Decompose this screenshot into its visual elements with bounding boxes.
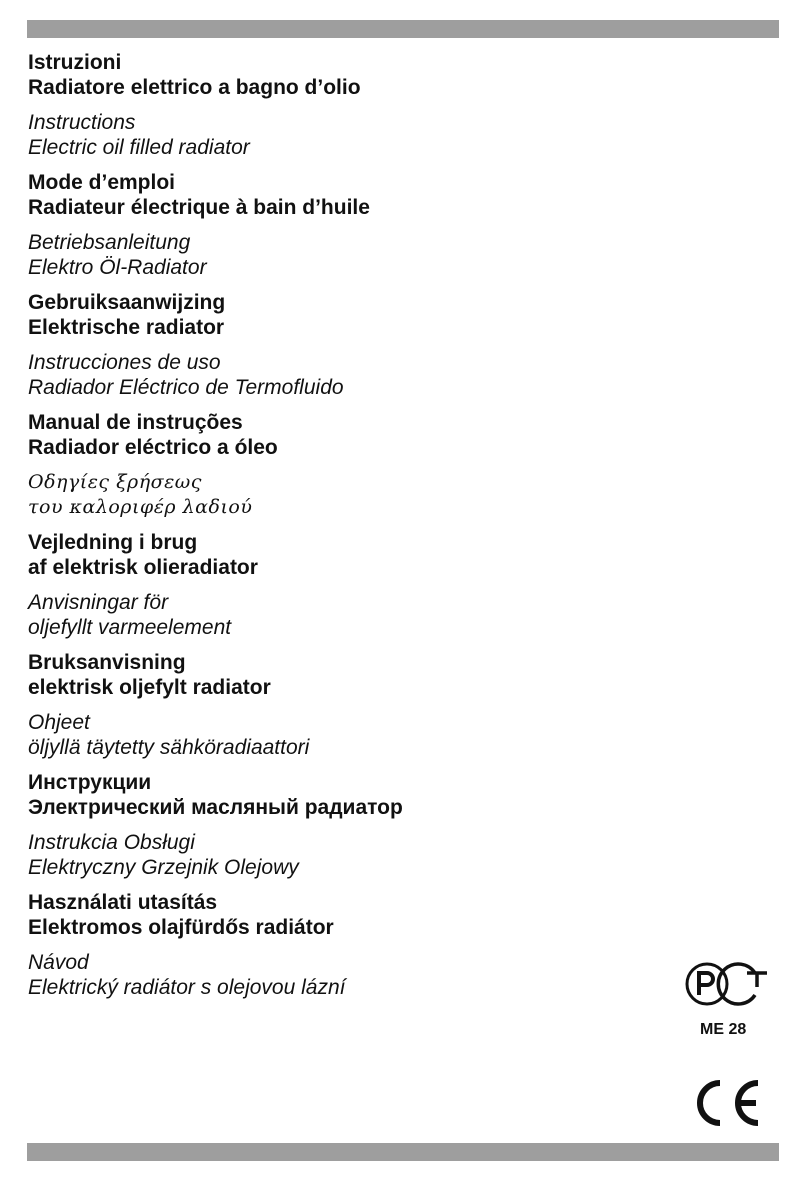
title-heading: Instructions [28, 111, 136, 134]
title-block [28, 410, 648, 460]
title-block [28, 50, 648, 100]
title-block [28, 590, 648, 640]
title-subheading: του καλοριφέρ λαδιού [28, 496, 253, 518]
title-heading: Ohjeet [28, 711, 90, 734]
pct-code-label: ME 28 [700, 1021, 747, 1038]
title-subheading: Radiador Eléctrico de Termofluido [28, 376, 344, 399]
title-subheading: elektrisk oljefylt radiator [28, 676, 271, 699]
title-block [28, 530, 648, 580]
title-block [28, 830, 648, 880]
title-block [28, 230, 648, 280]
title-block [28, 950, 648, 1000]
title-heading: Instrukcia Obsługi [28, 831, 195, 854]
title-block [28, 650, 648, 700]
title-heading: Anvisningar för [28, 591, 169, 614]
title-heading: Betriebsanleitung [28, 231, 191, 254]
title-subheading: af elektrisk olieradiator [28, 556, 258, 579]
title-heading: Gebruiksaanwijzing [28, 291, 226, 314]
title-subheading: Electric oil filled radiator [28, 136, 250, 159]
pct-certification-logo-icon [685, 961, 771, 1007]
title-subheading: oljefyllt varmeelement [28, 616, 232, 639]
title-block [28, 170, 648, 220]
title-subheading: Электрический масляный радиатор [28, 796, 403, 819]
title-block [28, 350, 648, 400]
title-heading: Manual de instruções [28, 411, 243, 434]
footer-bar [27, 1143, 779, 1161]
header-bar [27, 20, 779, 38]
title-heading: Mode d’emploi [28, 171, 175, 194]
title-subheading: Elektro Öl-Radiator [28, 256, 207, 279]
title-subheading: öljyllä täytetty sähköradiaattori [28, 736, 310, 759]
title-block [28, 470, 648, 520]
title-subheading: Elektrische radiator [28, 316, 225, 339]
title-heading: Vejledning i brug [28, 531, 198, 554]
title-block [28, 290, 648, 340]
title-subheading: Elektrický radiátor s olejovou lázní [28, 976, 346, 999]
title-heading: Istruzioni [28, 51, 122, 74]
title-block [28, 890, 648, 940]
title-heading: Instrucciones de uso [28, 351, 221, 374]
title-list [28, 50, 648, 1000]
title-heading: Инструкции [28, 771, 152, 794]
ce-mark-icon [686, 1075, 766, 1131]
title-block [28, 710, 648, 760]
title-subheading: Elektromos olajfürdős radiátor [28, 916, 334, 939]
title-heading: Bruksanvisning [28, 651, 186, 674]
title-heading: Használati utasítás [28, 891, 218, 914]
title-block [28, 770, 648, 820]
title-subheading: Radiateur électrique à bain d’huile [28, 196, 370, 219]
title-subheading: Radiatore elettrico a bagno d’olio [28, 76, 361, 99]
title-block [28, 110, 648, 160]
title-subheading: Elektryczny Grzejnik Olejowy [28, 856, 299, 879]
title-heading: Οδηγίες ξρήσεως [28, 471, 202, 493]
title-heading: Návod [28, 951, 89, 974]
title-subheading: Radiador eléctrico a óleo [28, 436, 278, 459]
